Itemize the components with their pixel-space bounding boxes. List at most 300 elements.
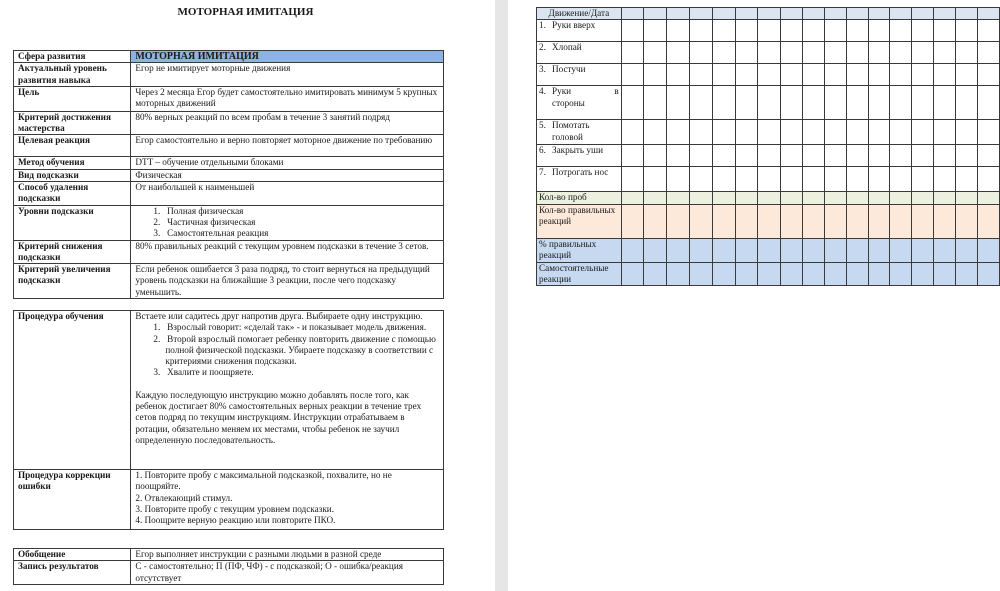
date-cell[interactable] bbox=[735, 86, 758, 120]
date-cell[interactable] bbox=[735, 238, 758, 262]
row-value: DTT – обучение отдельными блоками bbox=[131, 157, 444, 169]
date-cell[interactable] bbox=[868, 42, 890, 64]
date-cell[interactable] bbox=[781, 42, 803, 64]
date-cell[interactable] bbox=[802, 20, 824, 42]
date-cell[interactable] bbox=[846, 145, 868, 167]
movement-label bbox=[537, 167, 622, 192]
date-cell[interactable] bbox=[735, 262, 758, 286]
date-cell[interactable] bbox=[956, 64, 978, 86]
header-row bbox=[537, 8, 1000, 20]
movement-row bbox=[537, 167, 1000, 192]
date-cell[interactable] bbox=[846, 120, 868, 145]
correction-line: 1. Повторите пробу с максимальной подсказкой, похвалите, но не поощряйте. bbox=[135, 470, 392, 492]
movement-row bbox=[537, 145, 1000, 167]
date-cell[interactable] bbox=[934, 42, 956, 64]
date-cell[interactable] bbox=[868, 145, 890, 167]
date-cell[interactable] bbox=[802, 120, 824, 145]
date-cell[interactable] bbox=[712, 145, 735, 167]
date-cell[interactable] bbox=[824, 64, 846, 86]
date-cell[interactable] bbox=[956, 262, 978, 286]
row-value: С - самостоятельно; П (ПФ, ЧФ) - с подсказкой; О - ошибка/реакция отсутствует bbox=[131, 561, 444, 585]
date-cell[interactable] bbox=[890, 192, 912, 204]
date-cell[interactable] bbox=[781, 204, 803, 238]
date-cell[interactable] bbox=[868, 64, 890, 86]
date-cell[interactable] bbox=[912, 42, 934, 64]
date-cell[interactable] bbox=[934, 145, 956, 167]
date-cell[interactable] bbox=[667, 86, 690, 120]
date-cell[interactable] bbox=[735, 120, 758, 145]
date-cell[interactable] bbox=[758, 145, 781, 167]
row-value: Егор выполняет инструкции с разными людьми в разной среде bbox=[131, 549, 444, 561]
row-key: Способ удаления подсказки bbox=[14, 182, 131, 206]
date-cell[interactable] bbox=[868, 20, 890, 42]
movement-number: 3. bbox=[539, 64, 546, 75]
correction-line: 2. Отвлекающий стимул. bbox=[135, 492, 233, 503]
movement-label bbox=[537, 120, 622, 145]
date-cell[interactable] bbox=[667, 262, 690, 286]
date-cell[interactable] bbox=[956, 192, 978, 204]
movement-number: 5. bbox=[539, 120, 546, 131]
date-cell[interactable] bbox=[934, 262, 956, 286]
date-cell[interactable] bbox=[644, 204, 667, 238]
date-cell[interactable] bbox=[690, 20, 713, 42]
date-cell[interactable] bbox=[621, 86, 644, 120]
date-cell[interactable] bbox=[868, 262, 890, 286]
movement-number: 7. bbox=[539, 167, 546, 178]
date-cell[interactable] bbox=[934, 120, 956, 145]
date-cell[interactable] bbox=[802, 262, 824, 286]
date-cell[interactable] bbox=[758, 238, 781, 262]
date-cell[interactable] bbox=[758, 204, 781, 238]
date-cell[interactable] bbox=[977, 238, 999, 262]
table-row bbox=[14, 111, 444, 135]
prompt-level-text: Частичная физическая bbox=[167, 216, 256, 227]
date-cell[interactable] bbox=[956, 145, 978, 167]
row-key: Метод обучения bbox=[14, 157, 131, 169]
prompt-levels bbox=[131, 205, 444, 240]
row-key: Процедура коррекции ошибки bbox=[14, 470, 131, 530]
training-note: Каждую последующую инструкцию можно добавлять после того, как ребенок достигает 80% самостоятельных верных реакции в течение трех сетов подряд по текущим инструкциям. Инструкции отрабатываем в ротации, обязательно меняем их местами, чтобы ребенок не заучил определенную последовательность. bbox=[135, 389, 422, 445]
date-cell[interactable] bbox=[890, 8, 912, 20]
summary-table bbox=[13, 548, 444, 585]
date-cell[interactable] bbox=[912, 120, 934, 145]
date-cell[interactable] bbox=[690, 204, 713, 238]
movement-number: 2. bbox=[539, 42, 546, 53]
independent-label: Самостоятельные реакции bbox=[537, 262, 622, 286]
date-cell[interactable] bbox=[758, 8, 781, 20]
date-cell[interactable] bbox=[712, 86, 735, 120]
date-cell[interactable] bbox=[846, 42, 868, 64]
date-cell[interactable] bbox=[956, 20, 978, 42]
date-cell[interactable] bbox=[934, 86, 956, 120]
date-cell[interactable] bbox=[735, 204, 758, 238]
date-cell[interactable] bbox=[690, 120, 713, 145]
row-key: Обобщение bbox=[14, 549, 131, 561]
movement-text: Постучи bbox=[552, 64, 586, 75]
training-step: 2. Второй взрослый помогает ребенку повторить движение с помощью полной физической подсказки. Убираете подсказку в соответствии с критериями снижения подсказки. bbox=[153, 333, 436, 367]
date-cell[interactable] bbox=[846, 64, 868, 86]
date-cell[interactable] bbox=[621, 167, 644, 192]
movement-text-part: Руки bbox=[552, 86, 572, 97]
row-key: Критерий достижения мастерства bbox=[14, 111, 131, 135]
prompt-level-item: 2. Частичная физическая bbox=[153, 216, 256, 227]
table-row bbox=[14, 205, 444, 240]
date-cell[interactable] bbox=[890, 86, 912, 120]
date-cell[interactable] bbox=[712, 167, 735, 192]
table-row bbox=[14, 51, 444, 63]
row-value: 80% правильных реакций с текущим уровнем подсказки в течение 3 сетов. bbox=[131, 240, 444, 264]
date-cell[interactable] bbox=[802, 145, 824, 167]
date-cell[interactable] bbox=[644, 192, 667, 204]
date-cell[interactable] bbox=[934, 20, 956, 42]
page-gutter bbox=[495, 0, 508, 591]
date-cell[interactable] bbox=[667, 120, 690, 145]
correction-line: 3. Повторите пробу с текущим уровнем подсказки. bbox=[135, 503, 335, 514]
movement-text-part: стороны bbox=[552, 97, 585, 108]
date-cell[interactable] bbox=[758, 20, 781, 42]
date-cell[interactable] bbox=[868, 238, 890, 262]
row-value: Если ребенок ошибается 3 раза подряд, то стоит вернуться на предыдущий уровень подсказки на ближайшие 3 реакции, после чего подсказку уменьшить. bbox=[131, 264, 444, 299]
date-cell[interactable] bbox=[934, 192, 956, 204]
movement-row bbox=[537, 120, 1000, 145]
date-cell[interactable] bbox=[934, 238, 956, 262]
date-cell[interactable] bbox=[735, 167, 758, 192]
table-row bbox=[14, 561, 444, 585]
date-cell[interactable] bbox=[977, 64, 999, 86]
table-row bbox=[14, 135, 444, 157]
row-key: Критерий снижения подсказки bbox=[14, 240, 131, 264]
table-row bbox=[14, 311, 444, 470]
date-cell[interactable] bbox=[712, 8, 735, 20]
independent-row bbox=[537, 262, 1000, 286]
movement-text: Закрыть уши bbox=[552, 145, 603, 156]
date-cell[interactable] bbox=[621, 42, 644, 64]
date-cell[interactable] bbox=[621, 192, 644, 204]
row-value: Физическая bbox=[131, 169, 444, 181]
date-cell[interactable] bbox=[802, 238, 824, 262]
row-value: 80% верных реакций по всем пробам в течение 3 занятий подряд bbox=[131, 111, 444, 135]
date-cell[interactable] bbox=[758, 262, 781, 286]
date-cell[interactable] bbox=[621, 64, 644, 86]
movement-row bbox=[537, 20, 1000, 42]
date-cell[interactable] bbox=[781, 238, 803, 262]
date-cell[interactable] bbox=[890, 262, 912, 286]
date-cell[interactable] bbox=[912, 192, 934, 204]
date-cell[interactable] bbox=[956, 167, 978, 192]
date-cell[interactable] bbox=[824, 120, 846, 145]
movement-text: Помотать головой bbox=[552, 120, 590, 142]
date-cell[interactable] bbox=[758, 42, 781, 64]
date-cell[interactable] bbox=[735, 192, 758, 204]
movement-label bbox=[537, 86, 622, 120]
date-cell[interactable] bbox=[956, 238, 978, 262]
date-cell[interactable] bbox=[934, 167, 956, 192]
movement-text: Руки вверх bbox=[552, 20, 596, 31]
date-cell[interactable] bbox=[890, 238, 912, 262]
date-cell[interactable] bbox=[667, 192, 690, 204]
date-cell[interactable] bbox=[667, 8, 690, 20]
training-step-text: Хвалите и поощряете. bbox=[167, 367, 254, 378]
date-cell[interactable] bbox=[712, 262, 735, 286]
program-table bbox=[13, 50, 444, 299]
percent-label: % правильных реакций bbox=[537, 238, 622, 262]
row-value: МОТОРНАЯ ИМИТАЦИЯ bbox=[131, 51, 444, 63]
date-cell[interactable] bbox=[735, 20, 758, 42]
movement-number: 6. bbox=[539, 145, 546, 156]
date-cell[interactable] bbox=[846, 262, 868, 286]
date-cell[interactable] bbox=[977, 262, 999, 286]
date-cell[interactable] bbox=[735, 8, 758, 20]
date-cell[interactable] bbox=[824, 20, 846, 42]
row-key: Процедура обучения bbox=[14, 311, 131, 470]
date-cell[interactable] bbox=[868, 167, 890, 192]
row-key: Уровни подсказки bbox=[14, 205, 131, 240]
table-row bbox=[14, 470, 444, 530]
training-intro: Встаете или садитесь друг напротив друга. Выбираете одну инструкцию. bbox=[135, 311, 423, 321]
date-cell[interactable] bbox=[934, 64, 956, 86]
table-row bbox=[14, 86, 444, 111]
spacer bbox=[135, 379, 439, 390]
date-cell[interactable] bbox=[644, 86, 667, 120]
date-cell[interactable] bbox=[758, 192, 781, 204]
date-cell[interactable] bbox=[890, 145, 912, 167]
row-key: Запись результатов bbox=[14, 561, 131, 585]
prompt-level-item: 3. Самостоятельная реакция bbox=[153, 228, 269, 239]
training-step: 3. Хвалите и поощряете. bbox=[153, 367, 254, 378]
date-cell[interactable] bbox=[846, 204, 868, 238]
date-cell[interactable] bbox=[781, 192, 803, 204]
training-step: 1. Взрослый говорит: «сделай так» - и показывает модель движения. bbox=[153, 322, 427, 333]
movement-text bbox=[552, 86, 619, 109]
date-cell[interactable] bbox=[802, 167, 824, 192]
movement-label bbox=[537, 145, 622, 167]
date-cell[interactable] bbox=[712, 120, 735, 145]
date-cell[interactable] bbox=[846, 238, 868, 262]
date-cell[interactable] bbox=[621, 20, 644, 42]
header-cell: Движение/Дата bbox=[537, 8, 622, 20]
date-cell[interactable] bbox=[690, 238, 713, 262]
date-cell[interactable] bbox=[912, 64, 934, 86]
date-cell[interactable] bbox=[735, 145, 758, 167]
left-page bbox=[0, 0, 495, 591]
date-cell[interactable] bbox=[824, 86, 846, 120]
table-row bbox=[14, 264, 444, 299]
date-cell[interactable] bbox=[802, 192, 824, 204]
date-cell[interactable] bbox=[846, 86, 868, 120]
date-cell[interactable] bbox=[644, 20, 667, 42]
date-cell[interactable] bbox=[956, 204, 978, 238]
table-row bbox=[14, 182, 444, 206]
date-cell[interactable] bbox=[690, 42, 713, 64]
date-cell[interactable] bbox=[890, 42, 912, 64]
procedure-table bbox=[13, 310, 444, 530]
date-cell[interactable] bbox=[690, 167, 713, 192]
date-cell[interactable] bbox=[956, 8, 978, 20]
trials-row bbox=[537, 192, 1000, 204]
date-cell[interactable] bbox=[690, 86, 713, 120]
date-cell[interactable] bbox=[644, 64, 667, 86]
date-cell[interactable] bbox=[758, 120, 781, 145]
date-cell[interactable] bbox=[781, 20, 803, 42]
date-cell[interactable] bbox=[667, 167, 690, 192]
date-cell[interactable] bbox=[977, 8, 999, 20]
table-row bbox=[14, 63, 444, 87]
correction-line: 4. Поощрите верную реакцию или повторите ПКО. bbox=[135, 515, 336, 526]
date-cell[interactable] bbox=[667, 238, 690, 262]
table-row bbox=[14, 157, 444, 169]
row-value: Егор не имитирует моторные движения bbox=[131, 63, 444, 87]
date-cell[interactable] bbox=[802, 86, 824, 120]
training-step-text: Второй взрослый помогает ребенку повторить движение с помощью полной физической подсказки. Убираете подсказку в соответствии с критериями снижения подсказки. bbox=[165, 333, 436, 367]
date-cell[interactable] bbox=[977, 145, 999, 167]
date-cell[interactable] bbox=[912, 8, 934, 20]
date-cell[interactable] bbox=[824, 8, 846, 20]
date-cell[interactable] bbox=[846, 8, 868, 20]
row-key: Актуальный уровень развития навыка bbox=[14, 63, 131, 87]
date-cell[interactable] bbox=[781, 64, 803, 86]
date-cell[interactable] bbox=[690, 262, 713, 286]
date-cell[interactable] bbox=[824, 145, 846, 167]
correct-row bbox=[537, 204, 1000, 238]
prompt-level-item: 1. Полная физическая bbox=[153, 205, 244, 216]
date-cell[interactable] bbox=[781, 262, 803, 286]
date-cell[interactable] bbox=[890, 64, 912, 86]
date-cell[interactable] bbox=[621, 262, 644, 286]
date-cell[interactable] bbox=[977, 192, 999, 204]
date-cell[interactable] bbox=[890, 120, 912, 145]
date-cell[interactable] bbox=[712, 238, 735, 262]
date-cell[interactable] bbox=[824, 192, 846, 204]
date-cell[interactable] bbox=[621, 204, 644, 238]
date-cell[interactable] bbox=[644, 145, 667, 167]
date-cell[interactable] bbox=[802, 204, 824, 238]
date-cell[interactable] bbox=[912, 86, 934, 120]
date-cell[interactable] bbox=[934, 204, 956, 238]
document-title: МОТОРНАЯ ИМИТАЦИЯ bbox=[177, 6, 314, 18]
date-cell[interactable] bbox=[977, 42, 999, 64]
date-cell[interactable] bbox=[621, 238, 644, 262]
date-cell[interactable] bbox=[977, 20, 999, 42]
date-cell[interactable] bbox=[781, 167, 803, 192]
date-cell[interactable] bbox=[868, 120, 890, 145]
date-cell[interactable] bbox=[644, 262, 667, 286]
date-cell[interactable] bbox=[644, 8, 667, 20]
date-cell[interactable] bbox=[956, 86, 978, 120]
date-cell[interactable] bbox=[802, 42, 824, 64]
date-cell[interactable] bbox=[824, 167, 846, 192]
date-cell[interactable] bbox=[667, 145, 690, 167]
date-cell[interactable] bbox=[621, 8, 644, 20]
date-cell[interactable] bbox=[824, 204, 846, 238]
date-cell[interactable] bbox=[977, 204, 999, 238]
date-cell[interactable] bbox=[781, 120, 803, 145]
date-cell[interactable] bbox=[956, 120, 978, 145]
date-cell[interactable] bbox=[712, 42, 735, 64]
date-cell[interactable] bbox=[667, 42, 690, 64]
row-value: От наибольшей к наименьшей bbox=[131, 182, 444, 206]
date-cell[interactable] bbox=[868, 86, 890, 120]
date-cell[interactable] bbox=[758, 64, 781, 86]
date-cell[interactable] bbox=[781, 8, 803, 20]
date-cell[interactable] bbox=[690, 192, 713, 204]
row-value: Через 2 месяца Егор будет самостоятельно имитировать минимум 5 крупных моторных движений bbox=[131, 86, 444, 111]
date-cell[interactable] bbox=[868, 8, 890, 20]
date-cell[interactable] bbox=[977, 86, 999, 120]
date-cell[interactable] bbox=[912, 238, 934, 262]
date-cell[interactable] bbox=[890, 20, 912, 42]
table-row bbox=[14, 549, 444, 561]
date-cell[interactable] bbox=[781, 86, 803, 120]
date-cell[interactable] bbox=[621, 145, 644, 167]
date-cell[interactable] bbox=[644, 238, 667, 262]
date-cell[interactable] bbox=[712, 204, 735, 238]
date-cell[interactable] bbox=[912, 145, 934, 167]
date-cell[interactable] bbox=[667, 204, 690, 238]
training-step-text: Взрослый говорит: «сделай так» - и показывает модель движения. bbox=[167, 322, 427, 333]
date-cell[interactable] bbox=[912, 262, 934, 286]
date-cell[interactable] bbox=[912, 167, 934, 192]
date-cell[interactable] bbox=[824, 42, 846, 64]
table-row bbox=[14, 240, 444, 264]
date-cell[interactable] bbox=[667, 64, 690, 86]
correction-procedure bbox=[131, 470, 444, 530]
date-cell[interactable] bbox=[644, 120, 667, 145]
movement-text: Хлопай bbox=[552, 42, 582, 53]
correct-label: Кол-во правильных реакций bbox=[537, 204, 622, 238]
date-cell[interactable] bbox=[846, 167, 868, 192]
date-cell[interactable] bbox=[735, 42, 758, 64]
date-cell[interactable] bbox=[846, 20, 868, 42]
date-cell[interactable] bbox=[690, 8, 713, 20]
date-cell[interactable] bbox=[690, 64, 713, 86]
date-cell[interactable] bbox=[781, 145, 803, 167]
date-cell[interactable] bbox=[712, 64, 735, 86]
date-cell[interactable] bbox=[824, 238, 846, 262]
prompt-level-text: Самостоятельная реакция bbox=[167, 228, 269, 239]
date-cell[interactable] bbox=[890, 167, 912, 192]
movement-number: 1. bbox=[539, 20, 546, 31]
movement-text-part: в bbox=[614, 86, 619, 97]
date-cell[interactable] bbox=[712, 192, 735, 204]
date-cell[interactable] bbox=[802, 64, 824, 86]
date-cell[interactable] bbox=[934, 8, 956, 20]
date-cell[interactable] bbox=[977, 120, 999, 145]
date-cell[interactable] bbox=[802, 8, 824, 20]
date-cell[interactable] bbox=[956, 42, 978, 64]
date-cell[interactable] bbox=[868, 204, 890, 238]
date-cell[interactable] bbox=[846, 192, 868, 204]
date-cell[interactable] bbox=[644, 42, 667, 64]
date-cell[interactable] bbox=[690, 145, 713, 167]
date-cell[interactable] bbox=[667, 20, 690, 42]
movement-label bbox=[537, 64, 622, 86]
date-cell[interactable] bbox=[868, 192, 890, 204]
date-cell[interactable] bbox=[758, 167, 781, 192]
date-cell[interactable] bbox=[977, 167, 999, 192]
date-cell[interactable] bbox=[735, 64, 758, 86]
table-row bbox=[14, 169, 444, 181]
date-cell[interactable] bbox=[712, 20, 735, 42]
movement-row bbox=[537, 86, 1000, 120]
date-cell[interactable] bbox=[824, 262, 846, 286]
date-cell[interactable] bbox=[912, 20, 934, 42]
movement-label bbox=[537, 20, 622, 42]
date-cell[interactable] bbox=[890, 204, 912, 238]
date-cell[interactable] bbox=[912, 204, 934, 238]
date-cell[interactable] bbox=[621, 120, 644, 145]
date-cell[interactable] bbox=[644, 167, 667, 192]
date-cell[interactable] bbox=[758, 86, 781, 120]
